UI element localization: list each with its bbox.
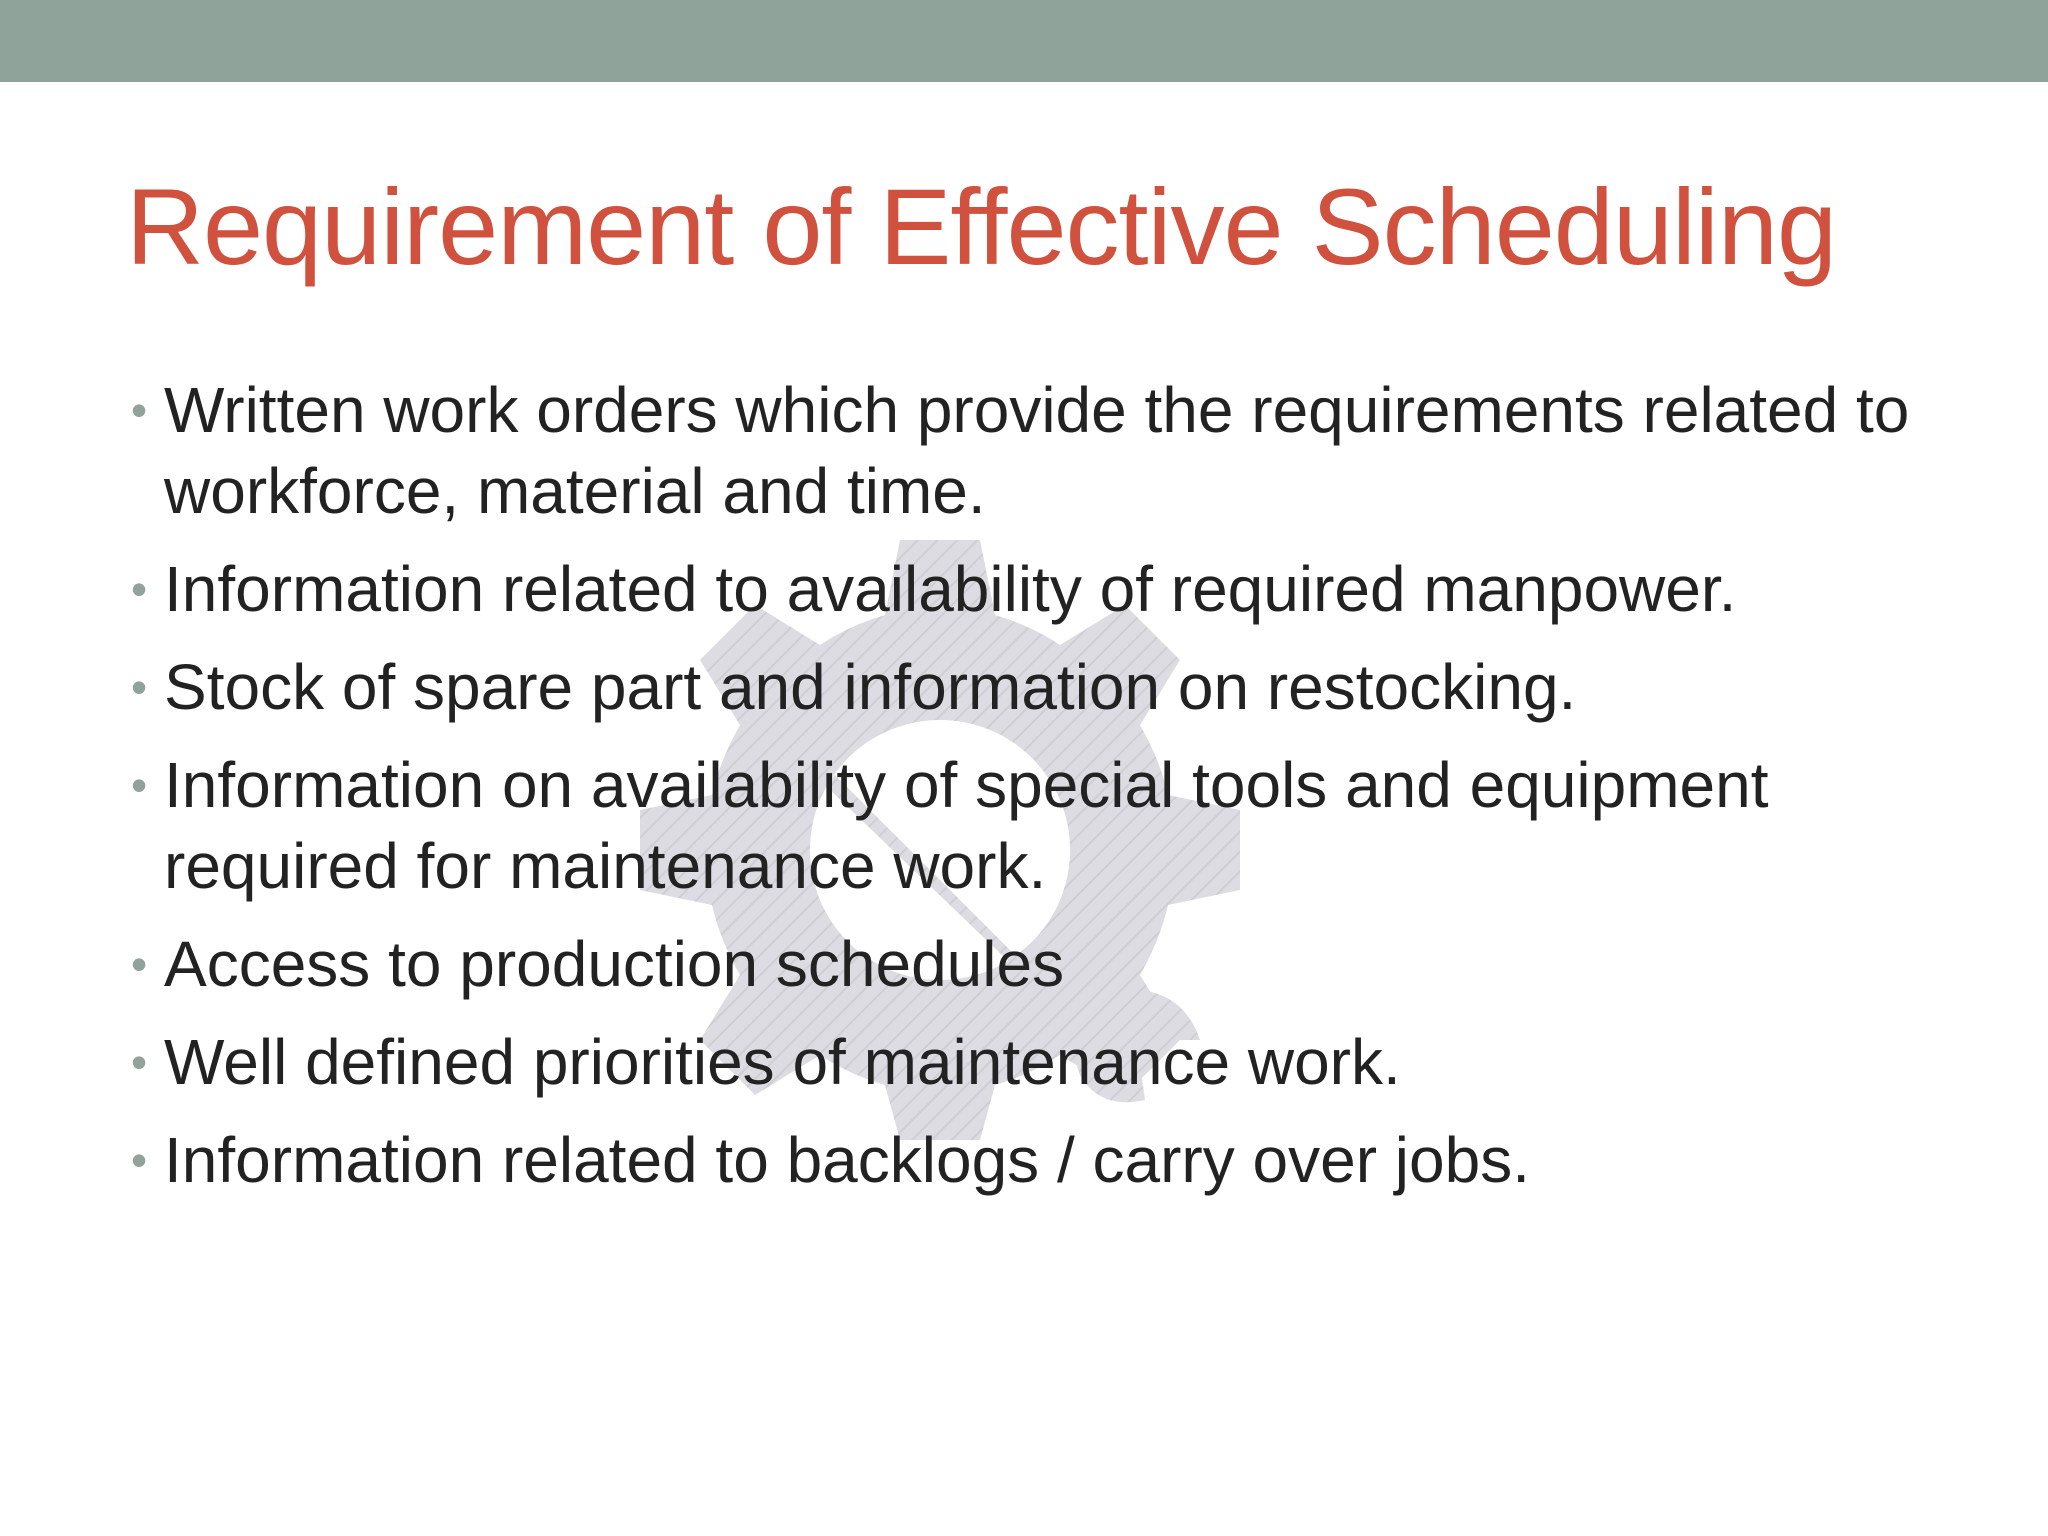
bullet-text: Well defined priorities of maintenance work. [164, 1026, 1401, 1098]
bullet-item-priorities [126, 1022, 1986, 1103]
bullet-text: Access to production schedules [164, 928, 1065, 1000]
bullet-icon: • [130, 384, 148, 436]
bullet-icon: • [130, 661, 148, 713]
bullet-icon: • [130, 563, 148, 615]
bullet-list [126, 370, 1986, 1218]
bullet-text: Written work orders which provide the requirements related to workforce, material and time. [164, 374, 1910, 527]
bullet-text: Information related to backlogs / carry over jobs. [164, 1124, 1530, 1196]
top-accent-bar [0, 0, 2048, 82]
bullet-item-special-tools [126, 745, 1986, 907]
bullet-icon: • [130, 938, 148, 990]
slide-title: Requirement of Effective Scheduling [126, 166, 1837, 287]
bullet-icon: • [130, 1036, 148, 1088]
bullet-text: Information on availability of special tools and equipment required for maintenance work. [164, 749, 1769, 902]
bullet-text: Information related to availability of required manpower. [164, 553, 1737, 625]
bullet-icon: • [130, 1134, 148, 1186]
bullet-item-backlogs [126, 1120, 1986, 1201]
bullet-icon: • [130, 759, 148, 811]
bullet-item-work-orders [126, 370, 1986, 532]
bullet-item-production-schedules [126, 924, 1986, 1005]
bullet-item-manpower [126, 549, 1986, 630]
bullet-text: Stock of spare part and information on restocking. [164, 651, 1577, 723]
bullet-item-spare-parts [126, 647, 1986, 728]
